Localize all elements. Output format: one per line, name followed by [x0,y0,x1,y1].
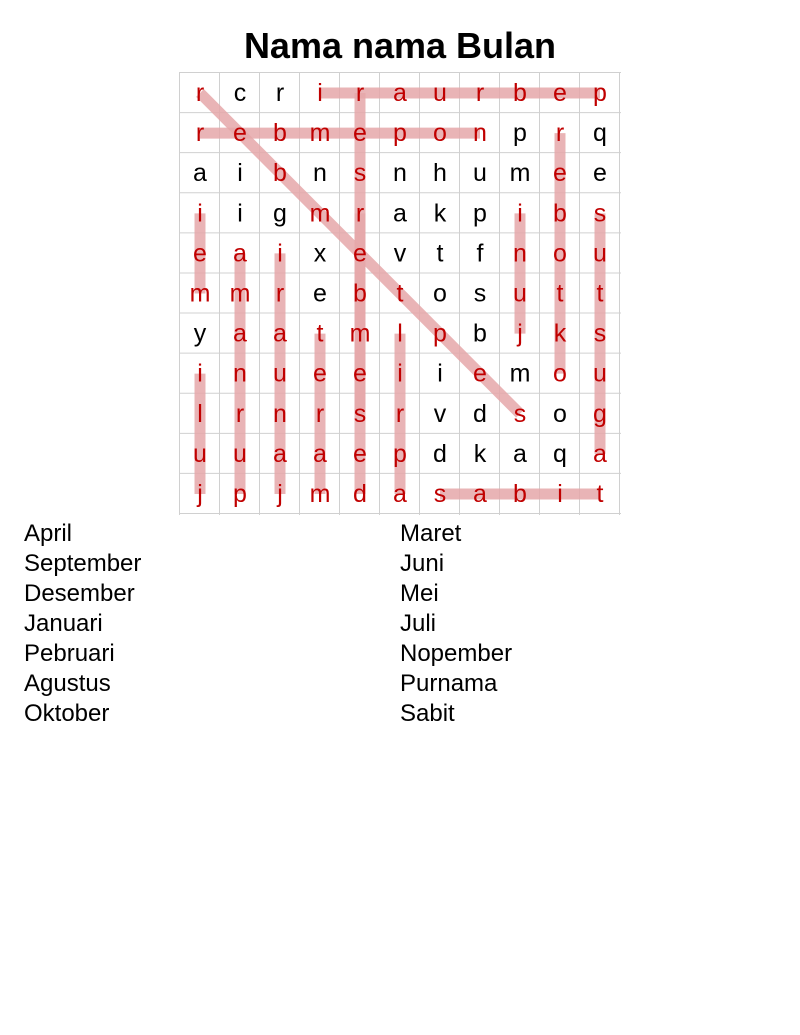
grid-letter[interactable]: r [315,399,325,428]
grid-letter[interactable]: m [229,279,251,308]
grid-letter[interactable]: e [313,359,327,388]
word-list-item: Juni [400,550,445,577]
grid-letter[interactable]: u [513,279,527,308]
word-list-item: Sabit [400,700,455,727]
grid-letter[interactable]: k [433,199,447,228]
grid-letter[interactable]: l [197,399,203,428]
grid-letter[interactable]: r [395,399,405,428]
grid-letter[interactable]: t [396,279,404,308]
grid-letter[interactable]: a [273,319,287,348]
grid-letter[interactable]: n [513,239,527,268]
grid-letter[interactable]: n [313,159,327,188]
grid-letter[interactable]: d [353,479,367,508]
grid-letter[interactable]: o [553,399,567,428]
grid-letter[interactable]: u [593,359,607,388]
grid-letter[interactable]: r [235,399,245,428]
grid-letter[interactable]: r [355,199,365,228]
grid-letter[interactable]: a [393,79,407,108]
grid-letter[interactable]: p [393,439,407,468]
grid-letter[interactable]: s [473,279,487,308]
grid-letter[interactable]: r [275,279,285,308]
grid-letter[interactable]: t [596,279,604,308]
grid-letter[interactable]: a [513,439,527,468]
grid-letter[interactable]: i [277,239,283,268]
word-list-item: Nopember [400,640,513,667]
grid-letter[interactable]: x [313,239,327,268]
grid-letter[interactable]: b [273,159,287,188]
grid-letter[interactable]: a [393,199,407,228]
grid-letter[interactable]: p [593,79,607,108]
grid-letter[interactable]: i [197,199,203,228]
grid-letter[interactable]: i [517,199,523,228]
grid-letter[interactable]: y [193,319,207,348]
puzzle-title: Nama nama Bulan [243,25,557,66]
grid-letter[interactable]: e [313,279,327,308]
grid-letter[interactable]: r [195,79,205,108]
grid-letter[interactable]: e [353,359,367,388]
grid-letter[interactable]: u [193,439,207,468]
grid-letter[interactable]: j [197,479,203,508]
grid-letter[interactable]: m [349,319,371,348]
grid-letter[interactable]: k [473,439,487,468]
grid-letter[interactable]: m [189,279,211,308]
grid-letter[interactable]: e [353,239,367,268]
grid-letter[interactable]: e [473,359,487,388]
grid-letter[interactable]: a [593,439,607,468]
grid-letter[interactable]: p [513,119,527,148]
grid-letter[interactable]: q [593,119,607,148]
grid-letter[interactable]: k [553,319,567,348]
grid-letter[interactable]: t [436,239,444,268]
word-list-item: Desember [24,580,135,607]
grid-letter[interactable]: e [593,159,607,188]
grid-letter[interactable]: b [273,119,287,148]
grid-letter[interactable]: b [473,319,487,348]
grid-letter[interactable]: n [273,399,287,428]
grid-letter[interactable]: a [193,159,207,188]
grid-letter[interactable]: l [397,319,403,348]
word-list-item: Agustus [24,670,111,697]
grid-letter[interactable]: a [393,479,407,508]
grid-letter[interactable]: r [275,79,285,108]
grid-letter[interactable]: v [393,239,407,268]
grid-letter[interactable]: j [277,479,283,508]
grid-letter[interactable]: e [353,119,367,148]
grid-letter[interactable]: u [433,79,447,108]
grid-letter[interactable]: e [193,239,207,268]
word-list-right [400,519,512,729]
word-list-item: September [24,550,142,577]
grid-letter[interactable]: d [473,399,487,428]
grid-letter[interactable]: m [309,119,331,148]
grid-letter[interactable]: e [353,439,367,468]
grid-letter[interactable]: n [473,119,487,148]
grid-letter[interactable]: u [273,359,287,388]
grid-letter[interactable]: i [557,479,563,508]
grid-letter[interactable]: i [237,199,243,228]
grid-letter[interactable]: m [309,479,331,508]
grid-letter[interactable]: e [553,159,567,188]
grid-letter[interactable]: h [433,159,447,188]
grid-letter[interactable]: t [596,479,604,508]
grid-letter[interactable]: s [513,399,527,428]
grid-letter[interactable]: n [393,159,407,188]
word-list-item: Maret [400,520,462,547]
grid-letter[interactable]: s [433,479,447,508]
grid-letter[interactable]: s [353,399,367,428]
grid-letter[interactable]: o [553,359,567,388]
grid-letter[interactable]: a [233,319,247,348]
grid-letter[interactable]: o [433,119,447,148]
grid-letter[interactable]: a [473,479,487,508]
word-list-item: Purnama [400,670,498,697]
grid-letter[interactable]: m [309,199,331,228]
grid-letter[interactable]: p [393,119,407,148]
grid-letter[interactable]: p [433,319,447,348]
grid-letter[interactable]: p [233,479,247,508]
grid-letter[interactable]: b [513,479,527,508]
grid-letter[interactable]: s [353,159,367,188]
grid-letter[interactable]: a [313,439,327,468]
grid-letter[interactable]: o [553,239,567,268]
word-list-item: Oktober [24,700,110,727]
grid-letter[interactable]: n [233,359,247,388]
grid-letter[interactable]: r [195,119,205,148]
grid-letter[interactable]: i [437,359,443,388]
grid-letter[interactable]: p [473,199,487,228]
grid-letter[interactable]: i [237,159,243,188]
grid-letter[interactable]: d [433,439,447,468]
grid-letter[interactable]: m [509,359,531,388]
word-search-grid[interactable] [179,72,621,515]
grid-letter[interactable]: b [513,79,527,108]
grid-letter[interactable]: u [473,159,487,188]
word-list-item: Juli [400,610,437,637]
grid-letter[interactable]: u [593,239,607,268]
grid-letter[interactable]: i [317,79,323,108]
grid-letter[interactable]: e [233,119,247,148]
grid-letter[interactable]: r [355,79,365,108]
grid-letter[interactable]: j [517,319,523,348]
grid-letter[interactable]: r [475,79,485,108]
grid-letter[interactable]: v [433,399,447,428]
grid-letter[interactable]: b [353,279,367,308]
word-list-item: Januari [24,610,103,637]
grid-letter[interactable]: u [233,439,247,468]
grid-letter[interactable]: t [316,319,324,348]
word-list-item: April [24,520,73,547]
grid-letter[interactable]: g [273,199,287,228]
grid-letter[interactable]: f [476,239,484,268]
word-list-left [24,519,141,729]
grid-letter[interactable]: i [397,359,403,388]
grid-letter[interactable]: m [509,159,531,188]
grid-letter[interactable]: t [556,279,564,308]
grid-letter[interactable]: a [273,439,287,468]
grid-letter[interactable]: e [553,79,567,108]
word-list-item: Mei [400,580,439,607]
grid-letter[interactable]: s [593,199,607,228]
word-list-item: Pebruari [24,640,115,667]
grid-letter[interactable]: q [553,439,567,468]
grid-letter[interactable]: b [553,199,567,228]
word-search-svg[interactable] [179,72,621,515]
grid-letter[interactable]: s [593,319,607,348]
grid-letter[interactable]: i [197,359,203,388]
grid-letter[interactable]: r [555,119,565,148]
grid-letter[interactable]: c [233,79,247,108]
grid-letter[interactable]: g [593,399,607,428]
grid-letter[interactable]: o [433,279,447,308]
grid-letter[interactable]: a [233,239,247,268]
